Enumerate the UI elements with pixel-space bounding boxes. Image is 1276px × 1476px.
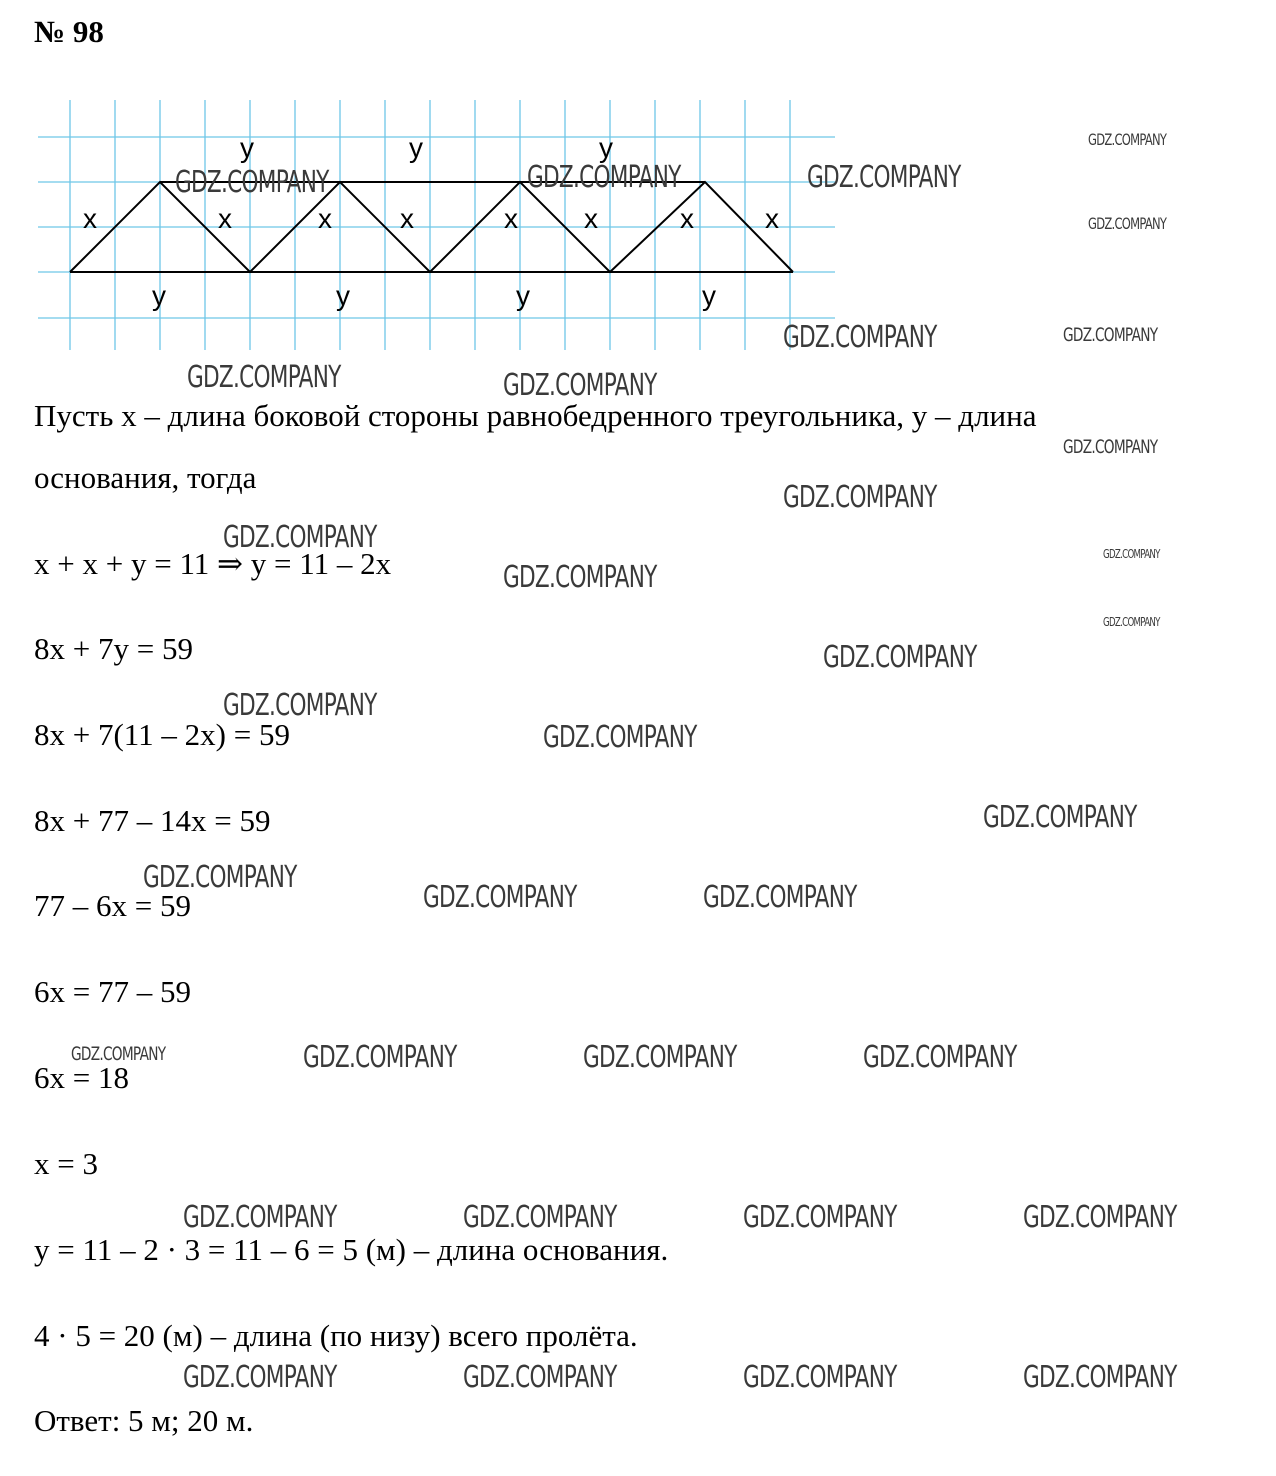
watermark: GDZ.COMPANY [503,560,657,595]
label-side: x [504,203,518,234]
truss-diagram [0,0,900,360]
watermark: GDZ.COMPANY [303,1040,457,1075]
problem-number: № 98 [34,14,104,49]
watermark: GDZ.COMPANY [183,1360,337,1395]
equation-line: 4 · 5 = 20 (м) – длина (по низу) всего пролёта. [34,1318,638,1353]
watermark: GDZ.COMPANY [783,480,937,515]
watermark: GDZ.COMPANY [223,688,377,723]
equation-line: 6x = 18 [34,1060,129,1095]
watermark: GDZ.COMPANY [807,160,961,195]
text-line: Пусть x – длина боковой стороны равнобедренного треугольника, y – длина [34,398,1037,433]
label-top: y [409,132,423,163]
equation-line: y = 11 – 2 · 3 = 11 – 6 = 5 (м) – длина основания. [34,1232,669,1267]
watermark: GDZ.COMPANY [1088,130,1167,149]
watermark: GDZ.COMPANY [1088,214,1167,233]
label-bottom: y [336,280,350,311]
watermark: GDZ.COMPANY [1023,1360,1177,1395]
watermark: GDZ.COMPANY [743,1200,897,1235]
watermark: GDZ.COMPANY [463,1200,617,1235]
watermark: GDZ.COMPANY [783,320,937,355]
label-top: y [599,132,613,163]
equation-line: 6x = 77 – 59 [34,974,191,1009]
label-side: x [584,203,598,234]
watermark: GDZ.COMPANY [543,720,697,755]
watermark: GDZ.COMPANY [1063,436,1158,458]
watermark: GDZ.COMPANY [183,1200,337,1235]
watermark: GDZ.COMPANY [743,1360,897,1395]
equation-line: 8x + 7y = 59 [34,631,193,666]
watermark: GDZ.COMPANY [1063,324,1158,346]
label-side: x [765,203,779,234]
equation-line: 8x + 7(11 – 2x) = 59 [34,717,290,752]
grid [38,100,835,350]
watermark: GDZ.COMPANY [983,800,1137,835]
label-side: x [680,203,694,234]
bottom-labels [152,280,716,311]
watermark: GDZ.COMPANY [703,880,857,915]
label-bottom: y [152,280,166,311]
equation-line: x = 3 [34,1146,98,1181]
text-line: основания, тогда [34,460,257,495]
watermark: GDZ.COMPANY [527,160,681,195]
label-bottom: y [516,280,530,311]
watermark: GDZ.COMPANY [1103,615,1160,629]
equation-line: x + x + y = 11 ⇒ y = 11 – 2x [34,546,392,581]
watermark: GDZ.COMPANY [823,640,977,675]
watermark: GDZ.COMPANY [1103,547,1160,561]
watermark: GDZ.COMPANY [863,1040,1017,1075]
label-side: x [400,203,414,234]
side-labels [83,203,779,234]
watermark: GDZ.COMPANY [503,368,657,403]
watermark: GDZ.COMPANY [223,520,377,555]
watermark: GDZ.COMPANY [143,860,297,895]
label-side: x [218,203,232,234]
label-bottom: y [702,280,716,311]
watermark: GDZ.COMPANY [187,360,341,395]
watermark: GDZ.COMPANY [175,165,329,200]
equation-line: 8x + 77 – 14x = 59 [34,803,271,838]
watermark: GDZ.COMPANY [1023,1200,1177,1235]
label-top: y [240,132,254,163]
watermark: GDZ.COMPANY [463,1360,617,1395]
equation-line: 77 – 6x = 59 [34,888,191,923]
watermark: GDZ.COMPANY [71,1043,166,1065]
label-side: x [318,203,332,234]
watermark: GDZ.COMPANY [423,880,577,915]
answer-line: Ответ: 5 м; 20 м. [34,1403,254,1438]
watermark: GDZ.COMPANY [583,1040,737,1075]
label-side: x [83,203,97,234]
